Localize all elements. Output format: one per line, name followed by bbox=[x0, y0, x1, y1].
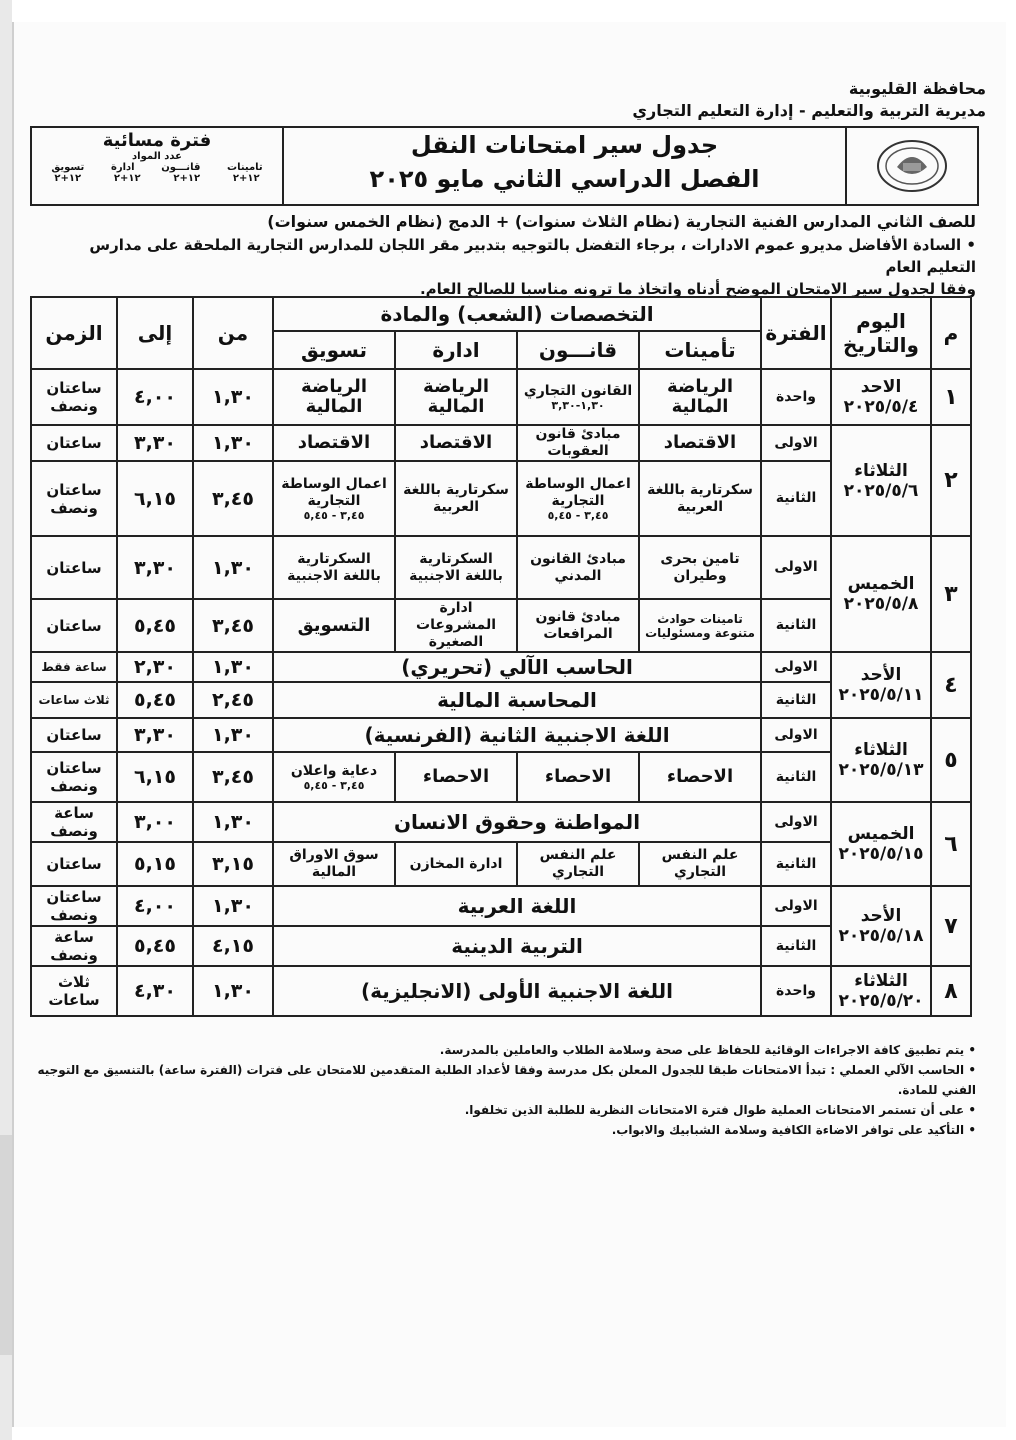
cell-to: ٣,٣٠ bbox=[117, 536, 193, 599]
cell-duration: ساعتان bbox=[31, 718, 117, 752]
cell-admin: الاحصاء bbox=[395, 752, 517, 802]
header-day: اليوم والتاريخ bbox=[831, 297, 931, 369]
cell-from: ١,٣٠ bbox=[193, 718, 273, 752]
row-period: واحدة bbox=[761, 369, 831, 425]
day-name: الثلاثاء bbox=[854, 971, 908, 991]
branch-name: تسويق bbox=[51, 162, 85, 173]
cell-duration: ساعتان bbox=[31, 599, 117, 652]
header-row-1 bbox=[31, 297, 971, 331]
cell-admin: سكرتارية باللغة العربية bbox=[395, 461, 517, 536]
cell-insurance: الاحصاء bbox=[639, 752, 761, 802]
header-idx: م bbox=[931, 297, 971, 369]
row-period: الاولى bbox=[761, 536, 831, 599]
cell-to: ٦,١٥ bbox=[117, 752, 193, 802]
subject-time: ٣,٤٥ - ٥,٤٥ bbox=[303, 778, 365, 792]
cell-to: ٥,٤٥ bbox=[117, 682, 193, 718]
header-duration: الزمن bbox=[31, 297, 117, 369]
subject-time: ٣,٤٥ - ٥,٤٥ bbox=[303, 508, 365, 522]
table-row bbox=[31, 461, 971, 536]
subject-time: ١,٣٠-٣,٣٠ bbox=[551, 398, 605, 412]
header-law: قانـــون bbox=[517, 331, 639, 369]
title-box bbox=[30, 126, 979, 206]
row-index: ١ bbox=[931, 369, 971, 425]
table-row bbox=[31, 425, 971, 461]
note-item: • الحاسب الآلي العملي : تبدأ الامتحانات طبقا للجدول المعلن بكل مدرسة وفقا لأعداد الطلبة المتقدمين للامتحان على فترات (الفترة ساعة) بالتنسيق مع التوجيه الفني للمادة. bbox=[37, 1063, 976, 1097]
cell-law bbox=[517, 461, 639, 536]
row-period: الثانية bbox=[761, 926, 831, 966]
cell-to: ٤,٠٠ bbox=[117, 369, 193, 425]
header-marketing: تسويق bbox=[273, 331, 395, 369]
cell-from: ١,٣٠ bbox=[193, 966, 273, 1016]
row-day bbox=[831, 718, 931, 802]
subject-text: اعمال الوساطة التجارية bbox=[525, 475, 631, 509]
day-date: ٢٠٢٥/٥/٦ bbox=[843, 480, 919, 501]
cell-law: مبادئ القانون المدني bbox=[517, 536, 639, 599]
cell-marketing bbox=[273, 752, 395, 802]
cell-law: مبادئ قانون المرافعات bbox=[517, 599, 639, 652]
day-name: الاحد bbox=[860, 377, 902, 397]
cell-marketing: الرياضة المالية bbox=[273, 369, 395, 425]
day-name: الثلاثاء bbox=[854, 740, 908, 760]
cell-duration: ساعة فقط bbox=[31, 652, 117, 682]
row-period: الاولى bbox=[761, 425, 831, 461]
cell-common-subject: التربية الدينية bbox=[273, 926, 761, 966]
cell-common-subject: اللغة الاجنبية الأولى (الانجليزية) bbox=[273, 966, 761, 1016]
row-day bbox=[831, 425, 931, 536]
document-header bbox=[632, 78, 986, 122]
row-period: الثانية bbox=[761, 461, 831, 536]
table-row bbox=[31, 802, 971, 842]
cell-duration: ساعتان ونصف bbox=[31, 369, 117, 425]
note-item: • يتم تطبيق كافة الاجراءات الوقائية للحفاظ على صحة وسلامة الطلاب والعاملين بالمدرسة. bbox=[439, 1043, 976, 1057]
row-period: الاولى bbox=[761, 718, 831, 752]
cell-duration: ثلاث ساعات bbox=[31, 682, 117, 718]
row-index: ٧ bbox=[931, 886, 971, 966]
cell-common-subject: اللغة العربية bbox=[273, 886, 761, 926]
cell-marketing: الاقتصاد bbox=[273, 425, 395, 461]
day-date: ٢٠٢٥/٥/١٨ bbox=[838, 926, 924, 946]
row-index: ٤ bbox=[931, 652, 971, 718]
cell-to: ٣,٠٠ bbox=[117, 802, 193, 842]
cell-common-subject: الحاسب الآلي (تحريري) bbox=[273, 652, 761, 682]
table-row bbox=[31, 682, 971, 718]
branch-name: قانـــون bbox=[161, 162, 201, 173]
branch-count: ١٢+٢ bbox=[54, 173, 82, 184]
cell-law: الاحصاء bbox=[517, 752, 639, 802]
header-admin: ادارة bbox=[395, 331, 517, 369]
day-date: ٢٠٢٥/٥/١١ bbox=[838, 685, 924, 705]
day-date: ٢٠٢٥/٥/٨ bbox=[843, 594, 919, 614]
cell-insurance: تامينات حوادث متنوعة ومسئوليات bbox=[639, 599, 761, 652]
scan-shadow bbox=[0, 1135, 12, 1355]
exam-schedule-table bbox=[30, 296, 972, 1017]
day-name: الثلاثاء bbox=[854, 460, 908, 481]
table-row bbox=[31, 966, 971, 1016]
counts-row bbox=[32, 173, 282, 184]
cell-duration: ساعتان ونصف bbox=[31, 752, 117, 802]
cell-to: ٤,٣٠ bbox=[117, 966, 193, 1016]
header-insurance: تأمينات bbox=[639, 331, 761, 369]
cell-duration: ساعة ونصف bbox=[31, 926, 117, 966]
title-line2: الفصل الدراسي الثاني مايو ٢٠٢٥ bbox=[369, 165, 760, 193]
row-period: الاولى bbox=[761, 802, 831, 842]
day-name: الخميس bbox=[847, 574, 915, 594]
cell-duration: ساعتان bbox=[31, 425, 117, 461]
cell-to: ٣,٣٠ bbox=[117, 718, 193, 752]
governorate-text: محافظة القليوبية bbox=[848, 79, 986, 98]
cell-to: ٦,١٥ bbox=[117, 461, 193, 536]
cell-to: ٥,١٥ bbox=[117, 842, 193, 886]
row-day bbox=[831, 966, 931, 1016]
table-row bbox=[31, 369, 971, 425]
cell-from: ٣,٤٥ bbox=[193, 461, 273, 536]
row-index: ٣ bbox=[931, 536, 971, 652]
subject-text: القانون التجاري bbox=[523, 382, 633, 399]
subject-text: اعمال الوساطة التجارية bbox=[281, 475, 387, 509]
row-period: الثانية bbox=[761, 599, 831, 652]
table-row bbox=[31, 886, 971, 926]
row-index: ٦ bbox=[931, 802, 971, 886]
emblem-seal-icon bbox=[873, 137, 951, 195]
cell-marketing bbox=[273, 461, 395, 536]
cell-common-subject: المحاسبة المالية bbox=[273, 682, 761, 718]
cell-from: ٣,٤٥ bbox=[193, 599, 273, 652]
title-line1: جدول سير امتحانات النقل bbox=[410, 131, 719, 159]
cell-duration: ساعتان ونصف bbox=[31, 886, 117, 926]
cell-marketing: التسويق bbox=[273, 599, 395, 652]
row-index: ٢ bbox=[931, 425, 971, 536]
cell-admin: الاقتصاد bbox=[395, 425, 517, 461]
intro-line2: • السادة الأفاضل مديرو عموم الادارات ، برجاء التفضل بالتوجيه بتدبير مقر اللجان للمدارس التجارية الملحقة على مدارس التعليم العام bbox=[89, 236, 976, 276]
header-specializations: التخصصات (الشعب) والمادة bbox=[273, 297, 761, 331]
intro-line1: للصف الثاني المدارس الفنية التجارية (نظام الثلاث سنوات) + الدمج (نظام الخمس سنوات) bbox=[267, 212, 976, 231]
period-info bbox=[32, 128, 282, 204]
day-date: ٢٠٢٥/٥/٢٠ bbox=[838, 991, 924, 1011]
row-period: الاولى bbox=[761, 886, 831, 926]
cell-admin: الرياضة المالية bbox=[395, 369, 517, 425]
period-label: فترة مسائية bbox=[102, 130, 212, 151]
day-name: الأحد bbox=[860, 906, 902, 926]
cell-common-subject: المواطنة وحقوق الانسان bbox=[273, 802, 761, 842]
row-period: واحدة bbox=[761, 966, 831, 1016]
cell-to: ٢,٣٠ bbox=[117, 652, 193, 682]
cell-from: ١,٣٠ bbox=[193, 652, 273, 682]
cell-insurance: علم النفس التجاري bbox=[639, 842, 761, 886]
cell-law: علم النفس التجاري bbox=[517, 842, 639, 886]
table-row bbox=[31, 842, 971, 886]
table-row bbox=[31, 536, 971, 599]
header-from: من bbox=[193, 297, 273, 369]
table-row bbox=[31, 718, 971, 752]
cell-marketing: سوق الاوراق المالية bbox=[273, 842, 395, 886]
subject-text: دعاية واعلان bbox=[290, 762, 378, 779]
branch-count: ١٢+٢ bbox=[113, 173, 141, 184]
table-row bbox=[31, 652, 971, 682]
table-row bbox=[31, 599, 971, 652]
cell-to: ٣,٣٠ bbox=[117, 425, 193, 461]
cell-to: ٥,٤٥ bbox=[117, 599, 193, 652]
note-item: • التأكيد على توافر الاضاءة الكافية وسلامة الشبابيك والابواب. bbox=[611, 1123, 976, 1137]
cell-duration: ساعتان bbox=[31, 536, 117, 599]
directorate-text: مديرية التربية والتعليم - إدارة التعليم التجاري bbox=[632, 101, 986, 120]
cell-from: ١,٣٠ bbox=[193, 425, 273, 461]
cell-duration: ساعتان ونصف bbox=[31, 461, 117, 536]
row-index: ٥ bbox=[931, 718, 971, 802]
row-index: ٨ bbox=[931, 966, 971, 1016]
day-name: الأحد bbox=[860, 665, 902, 685]
cell-to: ٥,٤٥ bbox=[117, 926, 193, 966]
cell-common-subject: اللغة الاجنبية الثانية (الفرنسية) bbox=[273, 718, 761, 752]
cell-admin: ادارة المشروعات الصغيرة bbox=[395, 599, 517, 652]
row-period: الثانية bbox=[761, 682, 831, 718]
emblem-cell bbox=[845, 128, 977, 204]
cell-from: ١,٣٠ bbox=[193, 369, 273, 425]
cell-law: مبادئ قانون العقوبات bbox=[517, 425, 639, 461]
row-period: الثانية bbox=[761, 752, 831, 802]
intro-line3: وفقا لجدول سير الامتحان الموضح أدناه واتخاذ ما ترونه مناسبا للصالح العام. bbox=[419, 280, 976, 298]
cell-insurance: تامين بحرى وطيران bbox=[639, 536, 761, 599]
cell-duration: ساعتان bbox=[31, 842, 117, 886]
day-date: ٢٠٢٥/٥/٤ bbox=[843, 397, 919, 417]
table-row bbox=[31, 926, 971, 966]
cell-law bbox=[517, 369, 639, 425]
cell-admin: ادارة المخازن bbox=[395, 842, 517, 886]
day-date: ٢٠٢٥/٥/١٥ bbox=[838, 844, 924, 864]
subjects-count-label: عدد المواد bbox=[132, 151, 182, 162]
branches-row bbox=[32, 162, 282, 173]
day-name: الخميس bbox=[847, 824, 915, 844]
row-day bbox=[831, 886, 931, 966]
cell-from: ١,٣٠ bbox=[193, 886, 273, 926]
cell-from: ٢,٤٥ bbox=[193, 682, 273, 718]
row-day bbox=[831, 369, 931, 425]
cell-duration: ساعة ونصف bbox=[31, 802, 117, 842]
header-period: الفترة bbox=[761, 297, 831, 369]
header-to: إلى bbox=[117, 297, 193, 369]
cell-insurance: سكرتارية باللغة العربية bbox=[639, 461, 761, 536]
notes-section bbox=[36, 1040, 976, 1140]
note-item: • على أن تستمر الامتحانات العملية طوال فترة الامتحانات النظرية للطلبة الذين تخلفوا. bbox=[464, 1103, 976, 1117]
cell-from: ١,٣٠ bbox=[193, 536, 273, 599]
row-day bbox=[831, 652, 931, 718]
branch-count: ١٢+٢ bbox=[232, 173, 260, 184]
cell-insurance: الاقتصاد bbox=[639, 425, 761, 461]
day-date: ٢٠٢٥/٥/١٣ bbox=[838, 760, 924, 780]
cell-marketing: السكرتارية باللغة الاجنبية bbox=[273, 536, 395, 599]
cell-from: ٤,١٥ bbox=[193, 926, 273, 966]
cell-admin: السكرتارية باللغة الاجنبية bbox=[395, 536, 517, 599]
title-center bbox=[282, 128, 845, 204]
cell-from: ٣,١٥ bbox=[193, 842, 273, 886]
branch-name: ادارة bbox=[110, 162, 135, 173]
cell-duration: ثلاث ساعات bbox=[31, 966, 117, 1016]
cell-to: ٤,٠٠ bbox=[117, 886, 193, 926]
cell-from: ١,٣٠ bbox=[193, 802, 273, 842]
row-day bbox=[831, 802, 931, 886]
intro-text bbox=[46, 210, 976, 300]
row-period: الاولى bbox=[761, 652, 831, 682]
cell-from: ٣,٤٥ bbox=[193, 752, 273, 802]
branch-count: ١٢+٢ bbox=[173, 173, 201, 184]
row-day bbox=[831, 536, 931, 652]
branch-name: تامينات bbox=[227, 162, 263, 173]
cell-insurance: الرياضة المالية bbox=[639, 369, 761, 425]
subject-time: ٣,٤٥ - ٥,٤٥ bbox=[547, 508, 609, 522]
table-row bbox=[31, 752, 971, 802]
row-period: الثانية bbox=[761, 842, 831, 886]
